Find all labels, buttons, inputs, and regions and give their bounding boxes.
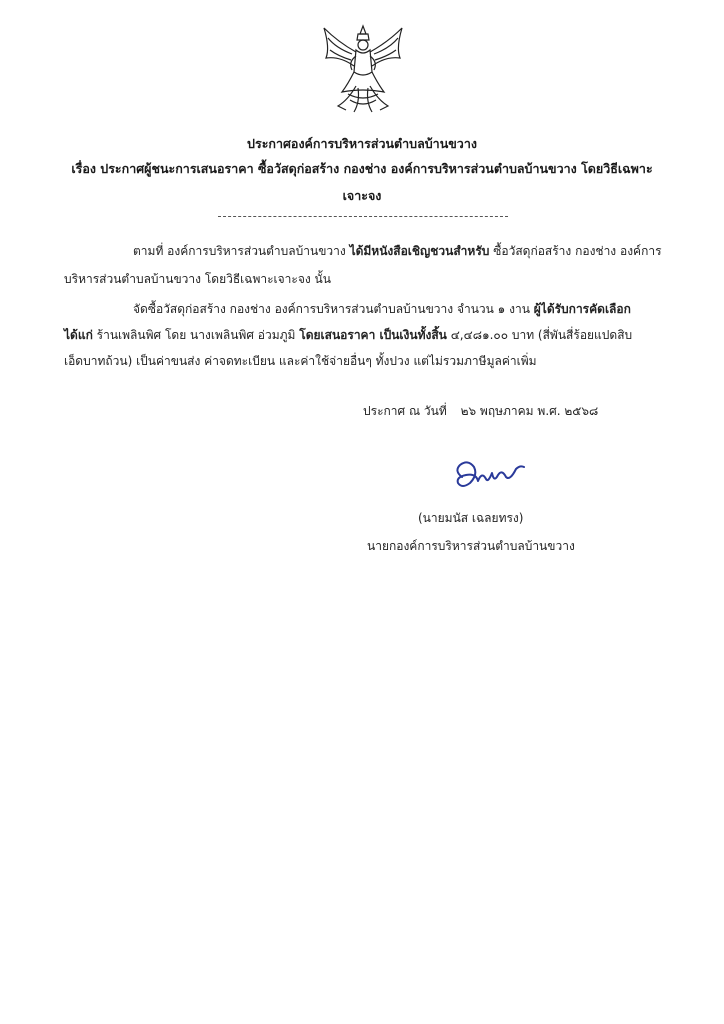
- announce-date: ๒๖ พฤษภาคม พ.ศ. ๒๕๖๘: [460, 404, 599, 418]
- para2-text-a: จัดซื้อวัสดุก่อสร้าง กองช่าง องค์การบริหารส่วนตำบลบ้านขวาง จำนวน ๑ งาน: [133, 302, 530, 316]
- para1-text-b: ได้มีหนังสือเชิญชวนสำหรับ: [349, 244, 490, 258]
- signatory-position: นายกองค์การบริหารส่วนตำบลบ้านขวาง: [367, 539, 575, 553]
- paragraph-2-line-3: เอ็ดบาทถ้วน) เป็นค่าขนส่ง ค่าจดทะเบียน และค่าใช้จ่ายอื่นๆ ทั้งปวง แต่ไม่รวมภาษีมูลค่าเพิ่ม: [64, 354, 537, 368]
- announcement-subject: เรื่อง ประกาศผู้ชนะการเสนอราคา ซื้อวัสดุก่อสร้าง กองช่าง องค์การบริหารส่วนตำบลบ้านขวาง โดยวิธีเฉพาะ: [71, 161, 653, 176]
- para1-text-a: ตามที่ องค์การบริหารส่วนตำบลบ้านขวาง: [133, 244, 346, 258]
- paragraph-2-line-2: [64, 326, 632, 345]
- paragraph-2-line-1: [133, 300, 631, 319]
- dashed-divider: [218, 216, 508, 217]
- para1-text-c: ซื้อวัสดุก่อสร้าง กองช่าง องค์การ: [493, 244, 662, 258]
- paragraph-1-line-2: บริหารส่วนตำบลบ้านขวาง โดยวิธีเฉพาะเจาะจง นั้น: [64, 272, 331, 286]
- announce-label: ประกาศ ณ วันที่: [363, 404, 447, 418]
- garuda-emblem-icon: [318, 22, 408, 118]
- announcement-date-line: [363, 402, 598, 421]
- para2-price-label: โดยเสนอราคา เป็นเงินทั้งสิ้น: [299, 328, 447, 342]
- para2-winner-name: ร้านเพลินพิศ โดย นางเพลินพิศ อ่วมภูมิ: [96, 328, 296, 342]
- announcement-subject-continued: เจาะจง: [342, 188, 382, 203]
- para2-text-b: ผู้ได้รับการคัดเลือก: [533, 302, 631, 316]
- para2-price-amount: ๔,๔๘๑.๐๐ บาท (สี่พันสี่ร้อยแปดสิบ: [450, 328, 633, 342]
- signatory-name: (นายมนัส เฉลยทรง): [418, 511, 524, 525]
- para2-winner-label: ได้แก่: [64, 328, 93, 342]
- paragraph-1-line-1: [133, 242, 662, 261]
- announcement-title: ประกาศองค์การบริหารส่วนตำบลบ้านขวาง: [247, 136, 477, 151]
- handwritten-signature-icon: [448, 455, 528, 497]
